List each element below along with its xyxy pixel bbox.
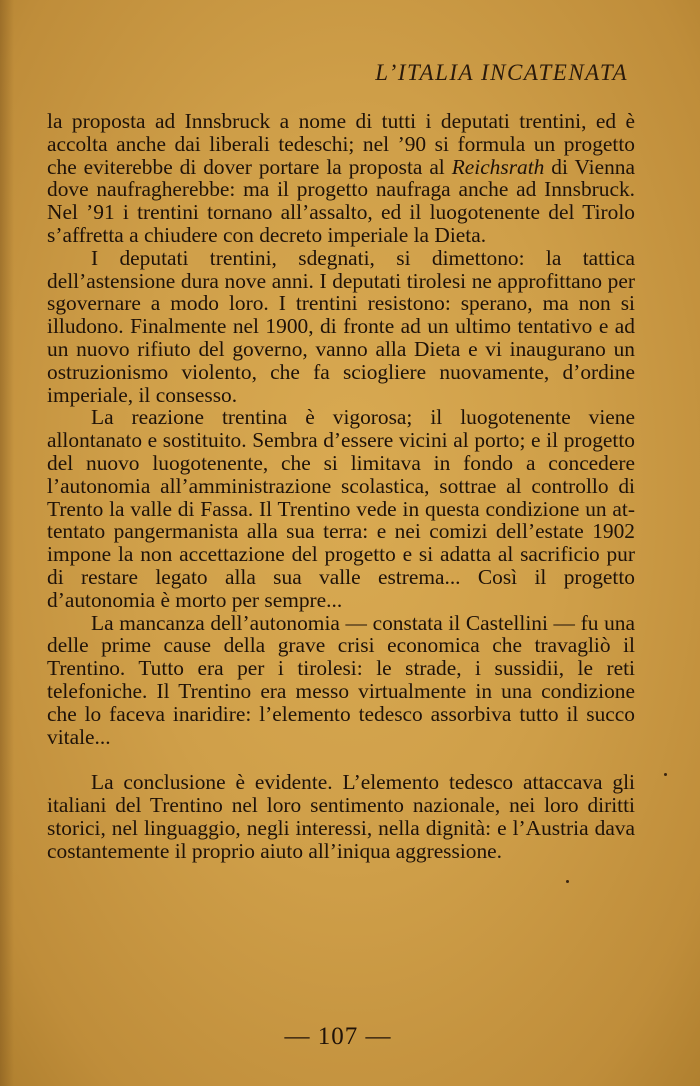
paper-speck <box>664 773 667 776</box>
paragraph: La reazione trentina è vigorosa; il luogotenente viene allontanato e sostituito. Sembra d’essere vicini al porto; e il progetto del nuovo luogotenente, che si limitava in fondo a concedere l’autonomia all’amministrazione scolastica, sottrae al controllo di Trento la valle di Fassa. Il Trentino vede in questa condizione un attentato pangermanista alla sua terra: e nei comizi dell’estate 1902 impone la non accettazione del progetto e si adatta al sacrificio pur di restare legato alla sua valle estrema... Così il progetto d’autonomia è morto per sempre... <box>47 405 635 612</box>
spine-shadow <box>0 0 14 1086</box>
page-number: — 107 — <box>284 1023 392 1050</box>
paper-speck <box>566 880 569 883</box>
paragraph: I deputati trentini, sdegnati, si dimettono: la tattica dell’astensione dura nove anni. I deputati tirolesi ne approfittano per sgovernare a modo loro. I trentini resistono: sperano, ma non si illudono. Finalmente nel 1900, di fronte ad un ultimo tentativo e ad un nuovo rifiuto del governo, vanno alla Dieta e vi inaugurano un ostruzionismo violento, che fa sciogliere nuovamente, d’ordine imperiale, il consesso. <box>47 245 635 407</box>
body-text <box>47 110 635 863</box>
running-head: L’ITALIA INCATENATA <box>375 60 628 85</box>
paragraph-text: di Vienna dove naufragherebbe: ma il progetto naufraga anche ad Innsbruck. Nel ’91 i trentini tornano all’assalto, ed il luogotenente del Tirolo s’affretta a chiudere con decreto imperiale la Dieta. <box>47 154 635 247</box>
paragraph-continuation <box>47 110 635 247</box>
italic-term: Reichsrath <box>451 154 545 179</box>
paragraph-text: la proposta ad Innsbruck a nome di tutti i deputati trentini, ed è accolta anche dai liberali tedeschi; nel ’90 si formula un progetto che eviterebbe di dover portare la proposta al <box>47 109 635 179</box>
paragraph: La mancanza dell’autonomia — constata il Castellini — fu una delle prime cause della grave crisi economica che travagliò il Trentino. Tutto era per i tirolesi: le strade, i sussidii, le reti telefoniche. Il Trentino era messo virtualmente in una condizione che lo faceva inaridire: l’elemento tedesco assorbiva tutto il succo vitale... <box>47 610 635 749</box>
paragraph-conclusion: La conclusione è evidente. L’elemento tedesco attaccava gli italiani del Trentino nel loro sentimento nazionale, nei loro diritti storici, nel linguaggio, negli interessi, nella dignità: e l’Austria dava costantemente il proprio aiuto all’iniqua aggressione. <box>47 770 635 863</box>
